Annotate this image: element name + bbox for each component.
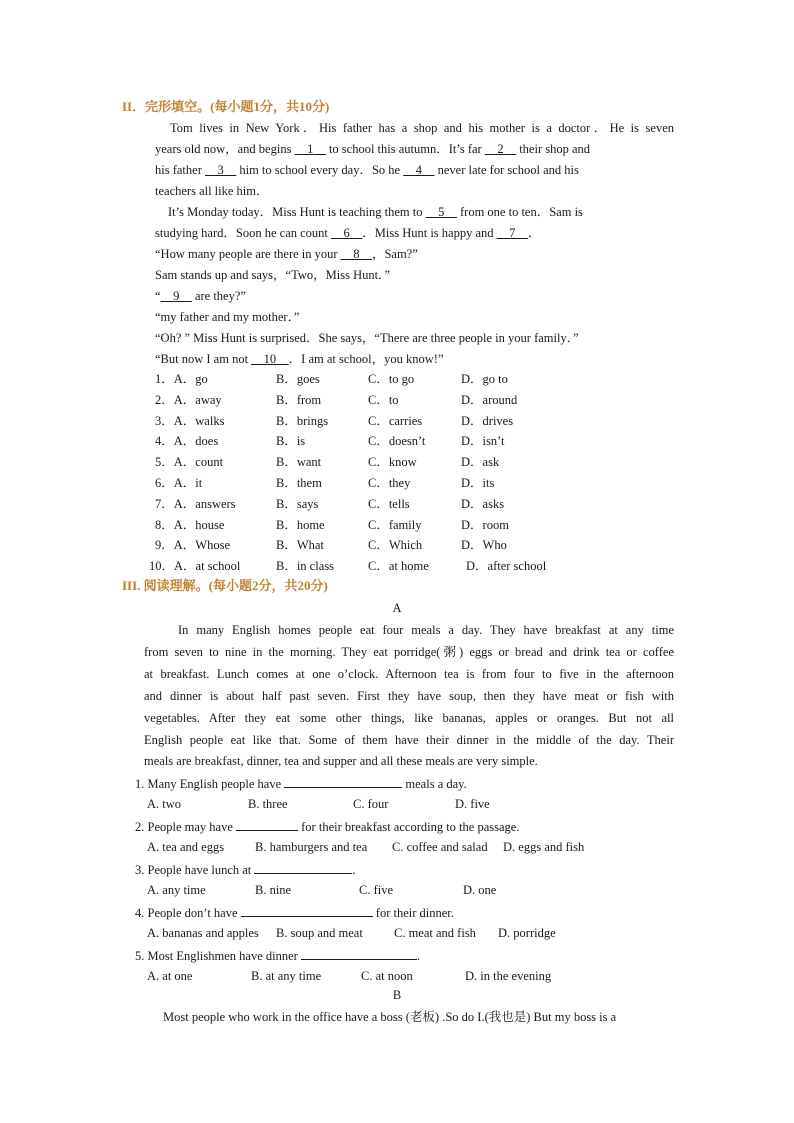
cloze-option-1-b[interactable]: B．goes bbox=[276, 372, 320, 386]
cloze-option-7-b[interactable]: B．says bbox=[276, 496, 319, 511]
text: meals a day. bbox=[402, 777, 467, 791]
blank-number: 3 bbox=[217, 163, 224, 177]
cloze-option-8-b[interactable]: B．home bbox=[276, 517, 325, 532]
blank-number: 1 bbox=[307, 142, 314, 156]
text: for their dinner. bbox=[372, 906, 454, 920]
cloze-option-7-d[interactable]: D．asks bbox=[461, 496, 505, 511]
reading-option-5-c[interactable]: C. at noon bbox=[361, 969, 413, 983]
text: his father bbox=[155, 163, 205, 177]
blank-number: 5 bbox=[438, 205, 445, 219]
blank-9[interactable] bbox=[161, 289, 192, 303]
passage-a-label: A bbox=[392, 601, 402, 615]
cloze-option-5-b[interactable]: B．want bbox=[276, 455, 322, 470]
cloze-option-3-c[interactable]: C．carries bbox=[368, 413, 423, 428]
passage-b-line-1: Most people who work in the office have a boss (老板) .So do I.(我也是) But my boss is a bbox=[163, 1010, 617, 1024]
text: years old now，and begins bbox=[155, 142, 295, 156]
blank-6[interactable] bbox=[331, 226, 362, 240]
cloze-line-6 bbox=[155, 225, 540, 241]
text: for their breakfast according to the passage. bbox=[298, 820, 520, 834]
cloze-option-4-b[interactable]: B．is bbox=[276, 434, 306, 449]
text: 1. Many English people have bbox=[135, 777, 285, 791]
blank-number: 4 bbox=[415, 163, 422, 177]
cloze-option-6-a[interactable]: 6．A．it bbox=[155, 476, 203, 490]
blank-number: 7 bbox=[509, 226, 516, 240]
cloze-line-11: “Oh? ” Miss Hunt is surprised．She says，“There are three people in your family．” bbox=[155, 331, 579, 345]
cloze-line-5 bbox=[168, 204, 583, 220]
question-1 bbox=[135, 775, 467, 792]
passage-a-line-7: meals are breakfast, dinner, tea and supper and all these meals are very simple. bbox=[144, 754, 538, 768]
cloze-option-10-b[interactable]: B．in class bbox=[276, 559, 334, 574]
text: ． bbox=[527, 226, 541, 240]
cloze-option-5-c[interactable]: C．know bbox=[368, 455, 417, 470]
blank-number: 2 bbox=[497, 142, 504, 156]
text: are they?” bbox=[191, 289, 246, 303]
cloze-line-9 bbox=[155, 288, 246, 304]
section-2-heading: II．完形填空。(每小题1分，共10分) bbox=[122, 99, 330, 114]
reading-option-4-c[interactable]: C. meat and fish bbox=[394, 926, 476, 940]
text: never late for school and his bbox=[434, 163, 579, 177]
section-3-heading: III. 阅读理解。(每小题2分，共20分) bbox=[122, 578, 328, 593]
cloze-option-3-a[interactable]: 3．A．walks bbox=[155, 413, 225, 428]
cloze-line-8: Sam stands up and says，“Two，Miss Hunt．” bbox=[155, 268, 390, 282]
text: “But now I am not bbox=[155, 352, 252, 366]
blank-8[interactable] bbox=[341, 247, 372, 261]
reading-option-1-d[interactable]: D. five bbox=[455, 797, 490, 811]
cloze-option-8-c[interactable]: C．family bbox=[368, 517, 422, 532]
blank-number: 6 bbox=[343, 226, 350, 240]
cloze-option-2-c[interactable]: C．to bbox=[368, 392, 399, 407]
cloze-option-8-d[interactable]: D．room bbox=[461, 517, 509, 532]
text: studying hard．Soon he can count bbox=[155, 226, 332, 240]
cloze-option-9-a[interactable]: 9．A．Whose bbox=[155, 538, 230, 553]
reading-option-3-c[interactable]: C. five bbox=[359, 883, 394, 897]
blank-2[interactable] bbox=[485, 142, 516, 156]
reading-option-1-a[interactable]: A. two bbox=[147, 797, 182, 811]
passage-a-line-4: and dinner is about half past seven. First they have soup, then they have meat or fish with bbox=[144, 689, 674, 703]
text: “ bbox=[155, 289, 161, 303]
passage-a-line-3: at breakfast. Lunch comes at one o’clock. Afternoon tea is from four to five in the afternoon bbox=[144, 667, 674, 681]
answer-blank[interactable] bbox=[254, 861, 352, 874]
blank-4[interactable] bbox=[403, 163, 434, 177]
cloze-option-4-c[interactable]: C．doesn’t bbox=[368, 434, 426, 449]
cloze-option-2-a[interactable]: 2．A．away bbox=[155, 392, 222, 407]
blank-5[interactable] bbox=[426, 205, 457, 219]
text: It’s Monday today．Miss Hunt is teaching them to bbox=[168, 205, 426, 219]
cloze-line-1: Tom lives in New York．His father has a shop and his mother is a doctor．He is seven bbox=[170, 121, 674, 135]
passage-a-line-6: English people eat like that. Some of them have their dinner in the middle of the day. Their bbox=[144, 733, 674, 747]
cloze-option-9-c[interactable]: C．Which bbox=[368, 538, 423, 553]
passage-a-line-1: In many English homes people eat four meals a day. They have breakfast at any time bbox=[178, 623, 674, 637]
reading-option-2-d[interactable]: D. eggs and fish bbox=[503, 840, 585, 854]
cloze-option-9-b[interactable]: B．What bbox=[276, 538, 324, 553]
reading-option-2-c[interactable]: C. coffee and salad bbox=[392, 840, 488, 854]
text: from one to ten．Sam is bbox=[456, 205, 583, 219]
cloze-option-1-a[interactable]: 1．A．go bbox=[155, 372, 208, 386]
cloze-line-10: “my father and my mother．” bbox=[155, 310, 300, 324]
cloze-option-2-b[interactable]: B．from bbox=[276, 392, 322, 407]
reading-option-3-d[interactable]: D. one bbox=[463, 883, 497, 897]
cloze-option-7-a[interactable]: 7．A．answers bbox=[155, 496, 236, 511]
answer-blank[interactable] bbox=[284, 775, 402, 788]
question-4 bbox=[135, 904, 454, 921]
blank-10[interactable] bbox=[251, 352, 289, 366]
blank-number: 10 bbox=[263, 352, 277, 366]
cloze-option-10-a[interactable]: 10．A．at school bbox=[149, 559, 241, 574]
text: “How many people are there in your bbox=[155, 247, 341, 261]
cloze-option-10-d[interactable]: D．after school bbox=[466, 559, 547, 574]
question-2 bbox=[135, 818, 519, 835]
reading-option-3-b[interactable]: B. nine bbox=[255, 883, 292, 897]
blank-number: 8 bbox=[353, 247, 360, 261]
text: to school this autumn．It’s far bbox=[325, 142, 485, 156]
cloze-option-10-c[interactable]: C．at home bbox=[368, 559, 429, 574]
text: 4. People don’t have bbox=[135, 906, 241, 920]
cloze-option-5-a[interactable]: 5．A．count bbox=[155, 455, 224, 470]
blank-3[interactable] bbox=[205, 163, 236, 177]
text: . bbox=[352, 863, 356, 877]
text: their shop and bbox=[516, 142, 591, 156]
cloze-option-7-c[interactable]: C．tells bbox=[368, 496, 410, 511]
cloze-line-12 bbox=[155, 351, 444, 367]
passage-a-line-5: vegetables. After they eat some other things, like bananas, apples or oranges. But not all bbox=[144, 711, 674, 725]
cloze-option-3-d[interactable]: D．drives bbox=[461, 413, 514, 428]
cloze-option-1-d[interactable]: D．go to bbox=[461, 372, 508, 386]
cloze-line-7 bbox=[155, 246, 418, 262]
text: 2. People may have bbox=[135, 820, 237, 834]
reading-option-1-b[interactable]: B. three bbox=[248, 797, 288, 811]
reading-option-4-d[interactable]: D. porridge bbox=[498, 926, 556, 940]
text: 3. People have lunch at bbox=[135, 863, 255, 877]
cloze-option-9-d[interactable]: D．Who bbox=[461, 538, 507, 553]
passage-a-line-2: from seven to nine in the morning. They eat porridge(粥) eggs or bread and drink tea or coffee bbox=[144, 645, 674, 659]
cloze-option-8-a[interactable]: 8．A．house bbox=[155, 517, 225, 532]
text: him to school every day．So he bbox=[236, 163, 404, 177]
cloze-line-3 bbox=[155, 162, 675, 178]
answer-blank[interactable] bbox=[236, 818, 298, 831]
reading-option-2-b[interactable]: B. hamburgers and tea bbox=[255, 840, 368, 854]
reading-option-5-d[interactable]: D. in the evening bbox=[465, 969, 552, 983]
blank-1[interactable] bbox=[295, 142, 326, 156]
cloze-option-6-b[interactable]: B．them bbox=[276, 476, 322, 490]
cloze-option-3-b[interactable]: B．brings bbox=[276, 413, 329, 428]
cloze-option-6-c[interactable]: C．they bbox=[368, 476, 411, 490]
cloze-line-4: teachers all like him． bbox=[155, 184, 269, 198]
cloze-option-2-d[interactable]: D．around bbox=[461, 392, 518, 407]
cloze-option-5-d[interactable]: D．ask bbox=[461, 455, 500, 470]
cloze-option-4-a[interactable]: 4．A．does bbox=[155, 434, 219, 449]
text: ．I am at school，you know!” bbox=[288, 352, 444, 366]
text: ．Miss Hunt is happy and bbox=[362, 226, 497, 240]
question-5 bbox=[135, 947, 420, 964]
cloze-option-6-d[interactable]: D．its bbox=[461, 476, 495, 490]
reading-option-4-b[interactable]: B. soup and meat bbox=[276, 926, 363, 940]
reading-option-3-a[interactable]: A. any time bbox=[147, 883, 206, 897]
cloze-line-2 bbox=[155, 141, 675, 157]
text: . bbox=[416, 949, 421, 963]
blank-7[interactable] bbox=[497, 226, 528, 240]
reading-option-5-b[interactable]: B. at any time bbox=[251, 969, 322, 983]
cloze-option-4-d[interactable]: D．isn’t bbox=[461, 434, 505, 449]
question-3 bbox=[135, 861, 356, 878]
reading-option-5-a[interactable]: A. at one bbox=[147, 969, 193, 983]
answer-blank[interactable] bbox=[241, 904, 373, 917]
text: 5. Most Englishmen have dinner bbox=[135, 949, 301, 963]
passage-b-label: B bbox=[392, 988, 402, 1002]
reading-option-4-a[interactable]: A. bananas and apples bbox=[147, 926, 259, 940]
cloze-option-1-c[interactable]: C．to go bbox=[368, 372, 415, 386]
reading-option-1-c[interactable]: C. four bbox=[353, 797, 389, 811]
reading-option-2-a[interactable]: A. tea and eggs bbox=[147, 840, 225, 854]
text: ，Sam?” bbox=[371, 247, 418, 261]
answer-blank[interactable] bbox=[301, 947, 417, 960]
blank-number: 9 bbox=[173, 289, 180, 303]
